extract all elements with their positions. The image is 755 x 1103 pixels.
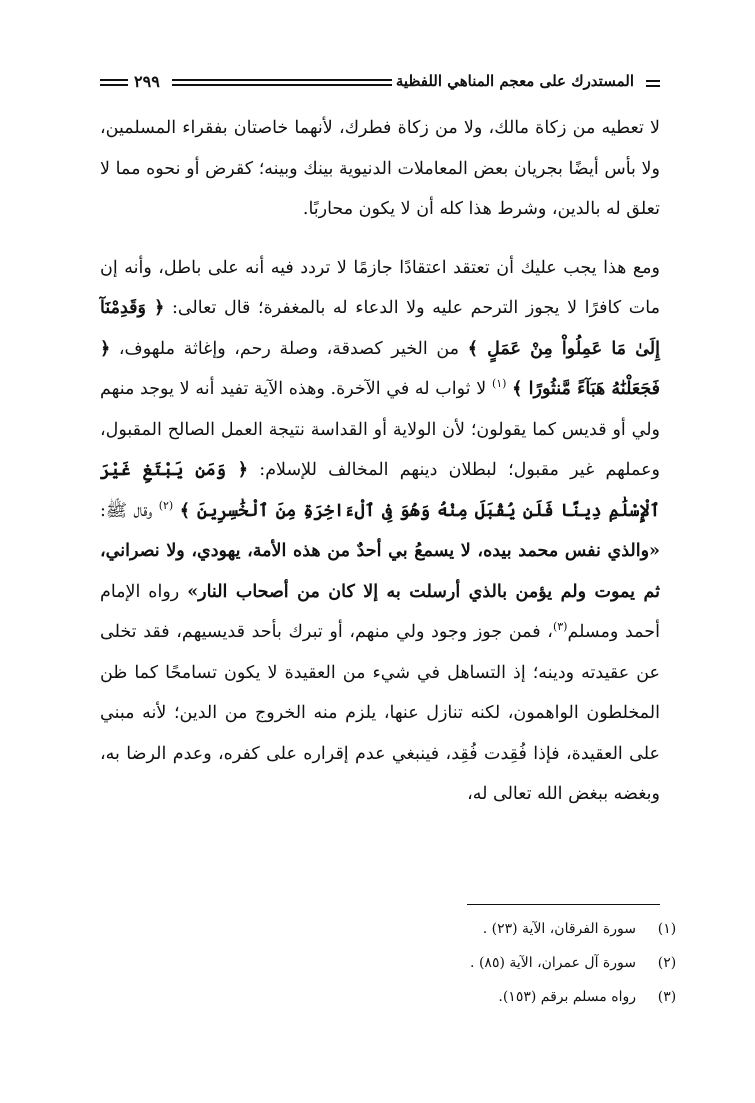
paragraph-2-part-f: ، فمن جوز وجود ولي منهم، أو تبرك بأحد قديسيهم، فقد تخلى عن عقيدته ودينه؛ إذ التساهل في شيء من العقيدة لا يكون تسامحًا كما ظن المخلطون الواهمون، لكنه تنازل عنها، يلزم منه الخروج من الدين؛ لأنه مبني على العقيدة، فإذا فُقِدت فُقِد، فينبغي عدم إقراره على كفره، وعدم الرضا به، وبغضه ببغض الله تعالى له، (100, 622, 660, 804)
paragraph-2 (100, 248, 660, 815)
footnote-ref-1: (١) (491, 377, 507, 391)
page-number: ٢٩٩ (130, 72, 164, 91)
hadith-quote: «والذي نفس محمد بيده، لا يسمعُ بي أحدٌ من هذه الأمة، يهودي، ولا نصراني، ثم يموت ولم يؤمن بالذي أرسلت به إلا كان من أصحاب النار» (100, 541, 660, 602)
footnote-text: سورة آل عمران، الآية (٨٥) . (470, 955, 636, 971)
paragraph-2-part-a: ومع هذا يجب عليك أن تعتقد اعتقادًا جازمًا لا تردد فيه أنه على باطل، وأنه إن مات كافرًا لا يجوز الترحم عليه ولا الدعاء له بالمغفرة؛ قال تعالى: (100, 257, 660, 318)
footnote-text: رواه مسلم برقم (١٥٣). (498, 989, 636, 1005)
paragraph-2-part-c: لا ثواب له في الآخرة. وهذه الآية تفيد أنه لا يوجد منهم ولي أو قديس كما يقولون؛ لأن الولاية أو القداسة نتيجة العمل الصالح المقبول، وعملهم غير مقبول؛ لبطلان دينهم المخالف للإسلام: (100, 379, 660, 480)
footnote-1 (300, 912, 680, 946)
footnote-ref-3: (٣) (552, 620, 568, 634)
footnote-ref-2: (٢) (158, 498, 174, 512)
footnote-number: (١) (657, 921, 677, 937)
quran-verse-2: ﴿ فَجَعَلْنَٰهُ هَبَآءً مَّنثُورًا ﴾ (100, 338, 660, 399)
paragraph-2-part-b: من الخير كصدقة، وصلة رحم، وإغاثة ملهوف، (118, 338, 460, 359)
main-text (100, 108, 660, 815)
header-ornament-left (100, 79, 128, 89)
quran-verse-1: ﴿ وَقَدِمْنَآ إِلَىٰ مَا عَمِلُواْ مِنْ عَمَلٍ ﴾ (100, 298, 660, 359)
header-title: المستدرك على معجم المناهي اللفظية (392, 72, 638, 90)
quran-verse-3: ﴿ وَمَن يَبْتَغِ غَيْرَ ٱلْإِسْلَٰمِ دِينًا فَلَن يُقْبَلَ مِنْهُ وَهُوَ فِى ٱلْءَاخِرَةِ مِنَ ٱلْخَٰسِرِينَ ﴾ (100, 460, 660, 521)
footnote-divider (467, 904, 660, 905)
paragraph-2-part-e: رواه الإمام أحمد ومسلم (100, 581, 660, 642)
footnote-text: سورة الفرقان، الآية (٢٣) . (482, 921, 636, 937)
footnote-number: (٣) (657, 989, 677, 1005)
footnote-2 (300, 946, 680, 980)
running-header (100, 72, 660, 96)
paragraph-1: لا تعطيه من زكاة مالك، ولا من زكاة فطرك، لأنهما خاصتان بفقراء المسلمين، ولا بأس أيضًا بجريان بعض المعاملات الدنيوية بينك وبينه؛ كقرض أو نحوه مما لا تعلق له بالدين، وشرط هذا كله أن لا يكون محاربًا. (100, 118, 660, 219)
footnote-number: (٢) (657, 955, 677, 971)
footnote-3 (300, 980, 680, 1014)
header-ornament-right (646, 80, 660, 90)
paragraph-2-part-d: وقال ﷺ: (100, 500, 153, 521)
footnotes (300, 912, 680, 1014)
